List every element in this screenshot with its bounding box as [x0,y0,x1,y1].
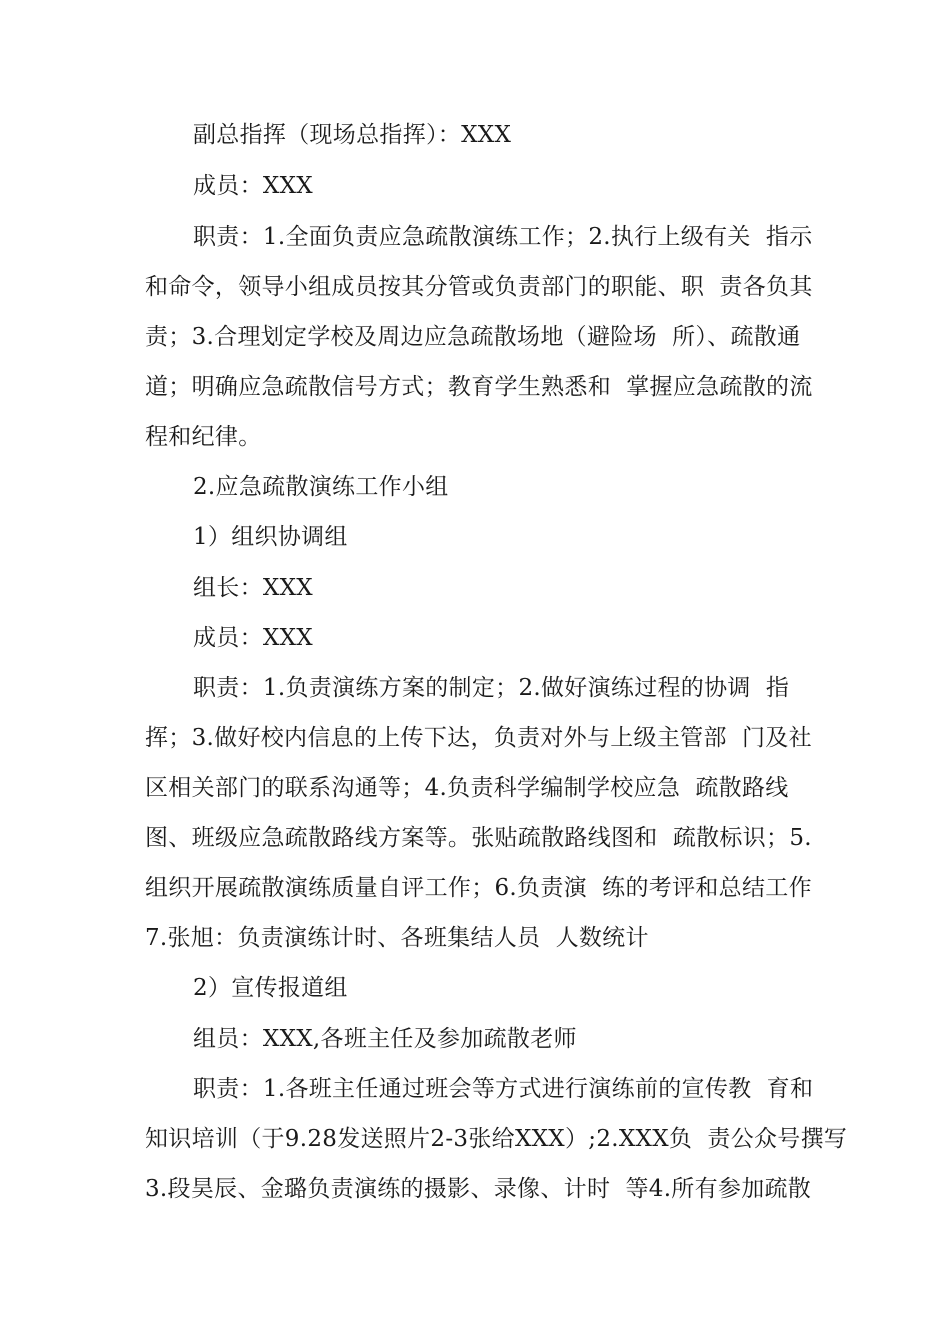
paragraph-line: 挥；3.做好校内信息的上传下达，负责对外与上级主管部 门及社 [145,725,812,751]
paragraph-line: 责；3.合理划定学校及周边应急疏散场地（避险场 所）、疏散通 [145,324,801,350]
line-duties-start: 职责：1.全面负责应急疏散演练工作；2.执行上级有关 指示 [193,224,813,250]
paragraph-line: 3.段昊辰、金璐负责演练的摄影、录像、计时 等4.所有参加疏散 [145,1176,812,1202]
line-members: 成员：XXX [193,173,313,199]
paragraph-line: 7.张旭：负责演练计时、各班集结人员 人数统计 [145,925,649,951]
section-heading: 2.应急疏散演练工作小组 [193,474,449,500]
subsection-heading: 1）组织协调组 [193,524,348,550]
line-deputy-commander: 副总指挥（现场总指挥）：XXX [193,122,512,148]
line-duties-start: 职责：1.各班主任通过班会等方式进行演练前的宣传教 育和 [193,1076,814,1102]
line-group-leader: 组长：XXX [193,575,313,601]
paragraph-line: 组织开展疏散演练质量自评工作；6.负责演 练的考评和总结工作 [145,875,812,901]
paragraph-line: 程和纪律。 [145,424,262,450]
paragraph-line: 道；明确应急疏散信号方式；教育学生熟悉和 掌握应急疏散的流 [145,374,813,400]
line-group-members: 组员：XXX,各班主任及参加疏散老师 [193,1026,577,1052]
paragraph-line: 和命令，领导小组成员按其分管或负责部门的职能、职 责各负其 [145,274,813,300]
line-members: 成员：XXX [193,625,313,651]
paragraph-line: 知识培训（于9.28发送照片2-3张给XXX）;2.XXX负 责公众号撰写 [145,1126,848,1152]
line-duties-start: 职责：1.负责演练方案的制定；2.做好演练过程的协调 指 [193,675,790,701]
paragraph-line: 图、班级应急疏散路线方案等。张贴疏散路线图和 疏散标识；5. [145,825,812,851]
paragraph-line: 区相关部门的联系沟通等；4.负责科学编制学校应急 疏散路线 [145,775,789,801]
subsection-heading: 2）宣传报道组 [193,975,348,1001]
